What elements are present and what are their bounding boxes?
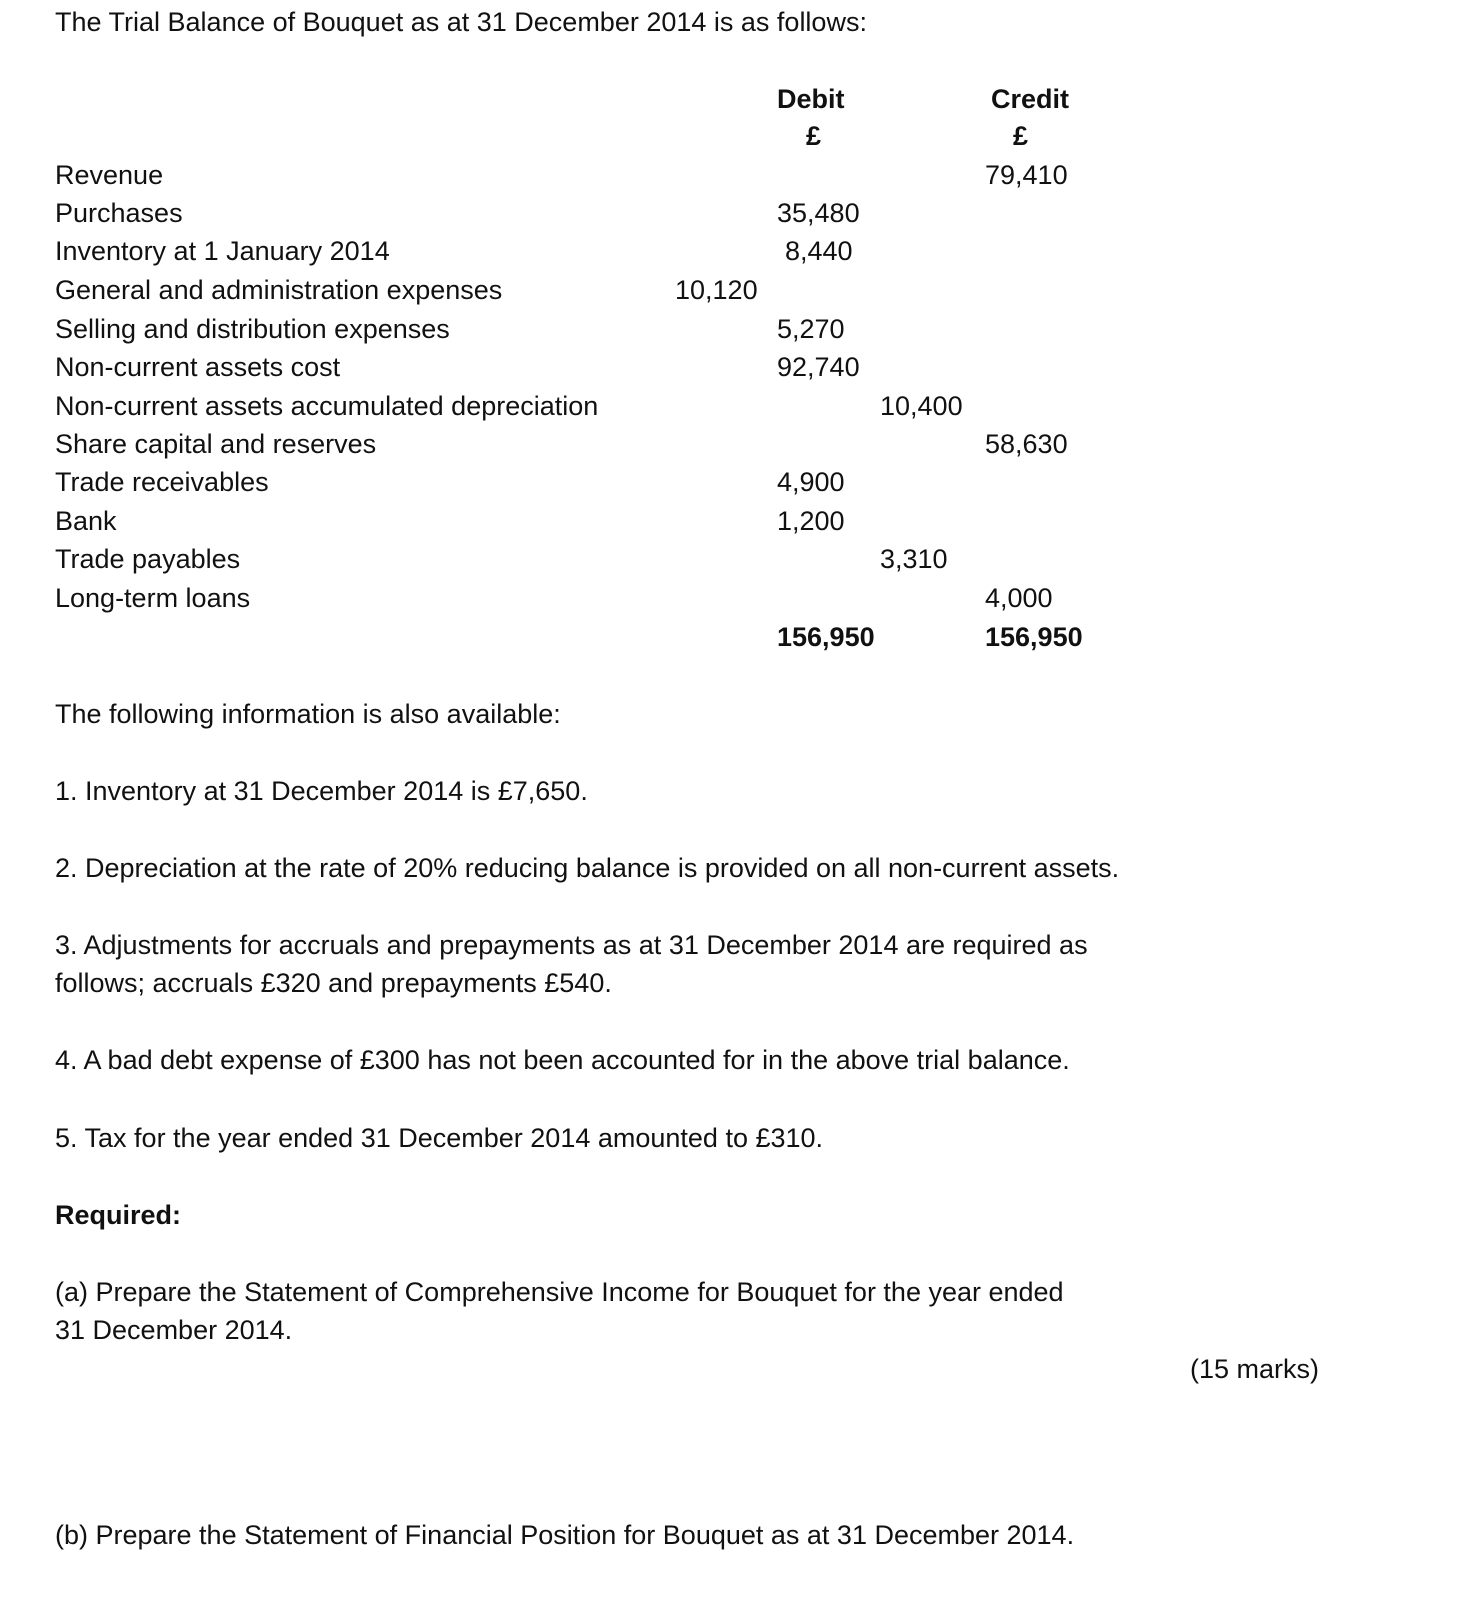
row-amount-bank: 1,200 bbox=[777, 506, 845, 536]
row-label-opening-inventory: Inventory at 1 January 2014 bbox=[55, 236, 390, 266]
row-label-non-current-assets-cost: Non-current assets cost bbox=[55, 352, 341, 382]
note-4: 4. A bad debt expense of £300 has not been accounted for in the above trial balance. bbox=[55, 1045, 1070, 1075]
credit-total: 156,950 bbox=[985, 622, 1083, 652]
row-amount-trade-payables: 3,310 bbox=[880, 544, 948, 574]
row-label-trade-receivables: Trade receivables bbox=[55, 467, 269, 497]
info-intro: The following information is also available: bbox=[55, 699, 561, 729]
required-heading: Required: bbox=[55, 1200, 182, 1230]
row-amount-accumulated-depreciation: 10,400 bbox=[880, 391, 963, 421]
note-3-line-1: 3. Adjustments for accruals and prepayments as at 31 December 2014 are required as bbox=[55, 930, 1088, 960]
row-amount-general-admin-expenses: 10,120 bbox=[675, 275, 758, 305]
question-b: (b) Prepare the Statement of Financial Position for Bouquet as at 31 December 2014. bbox=[55, 1520, 1075, 1550]
note-3-line-2: follows; accruals £320 and prepayments £540. bbox=[55, 968, 612, 998]
debit-total: 156,950 bbox=[777, 622, 875, 652]
row-amount-non-current-assets-cost: 92,740 bbox=[777, 352, 860, 382]
row-amount-long-term-loans: 4,000 bbox=[985, 583, 1053, 613]
note-5: 5. Tax for the year ended 31 December 2014 amounted to £310. bbox=[55, 1123, 824, 1153]
note-1: 1. Inventory at 31 December 2014 is £7,650. bbox=[55, 776, 588, 806]
row-label-purchases: Purchases bbox=[55, 198, 183, 228]
row-amount-selling-distribution-expenses: 5,270 bbox=[777, 314, 845, 344]
debit-column-header: Debit bbox=[777, 84, 845, 114]
credit-currency-symbol: £ bbox=[1013, 121, 1029, 151]
row-label-revenue: Revenue bbox=[55, 160, 164, 190]
debit-currency-symbol: £ bbox=[806, 121, 822, 151]
credit-column-header: Credit bbox=[991, 84, 1070, 114]
row-label-accumulated-depreciation: Non-current assets accumulated depreciation bbox=[55, 391, 599, 421]
row-label-share-capital-reserves: Share capital and reserves bbox=[55, 429, 377, 459]
page-title: The Trial Balance of Bouquet as at 31 December 2014 is as follows: bbox=[55, 7, 867, 37]
row-amount-opening-inventory: 8,440 bbox=[785, 236, 853, 266]
note-2: 2. Depreciation at the rate of 20% reducing balance is provided on all non-current assets. bbox=[55, 853, 1120, 883]
question-a-line-2: 31 December 2014. bbox=[55, 1315, 293, 1345]
row-label-selling-distribution-expenses: Selling and distribution expenses bbox=[55, 314, 450, 344]
question-a-marks: (15 marks) bbox=[1190, 1354, 1320, 1384]
row-amount-purchases: 35,480 bbox=[777, 198, 860, 228]
row-amount-trade-receivables: 4,900 bbox=[777, 467, 845, 497]
row-label-bank: Bank bbox=[55, 506, 117, 536]
row-label-long-term-loans: Long-term loans bbox=[55, 583, 251, 613]
row-label-general-admin-expenses: General and administration expenses bbox=[55, 275, 503, 305]
row-amount-share-capital-reserves: 58,630 bbox=[985, 429, 1068, 459]
row-amount-revenue: 79,410 bbox=[985, 160, 1068, 190]
row-label-trade-payables: Trade payables bbox=[55, 544, 241, 574]
question-a-line-1: (a) Prepare the Statement of Comprehensive Income for Bouquet for the year ended bbox=[55, 1277, 1064, 1307]
